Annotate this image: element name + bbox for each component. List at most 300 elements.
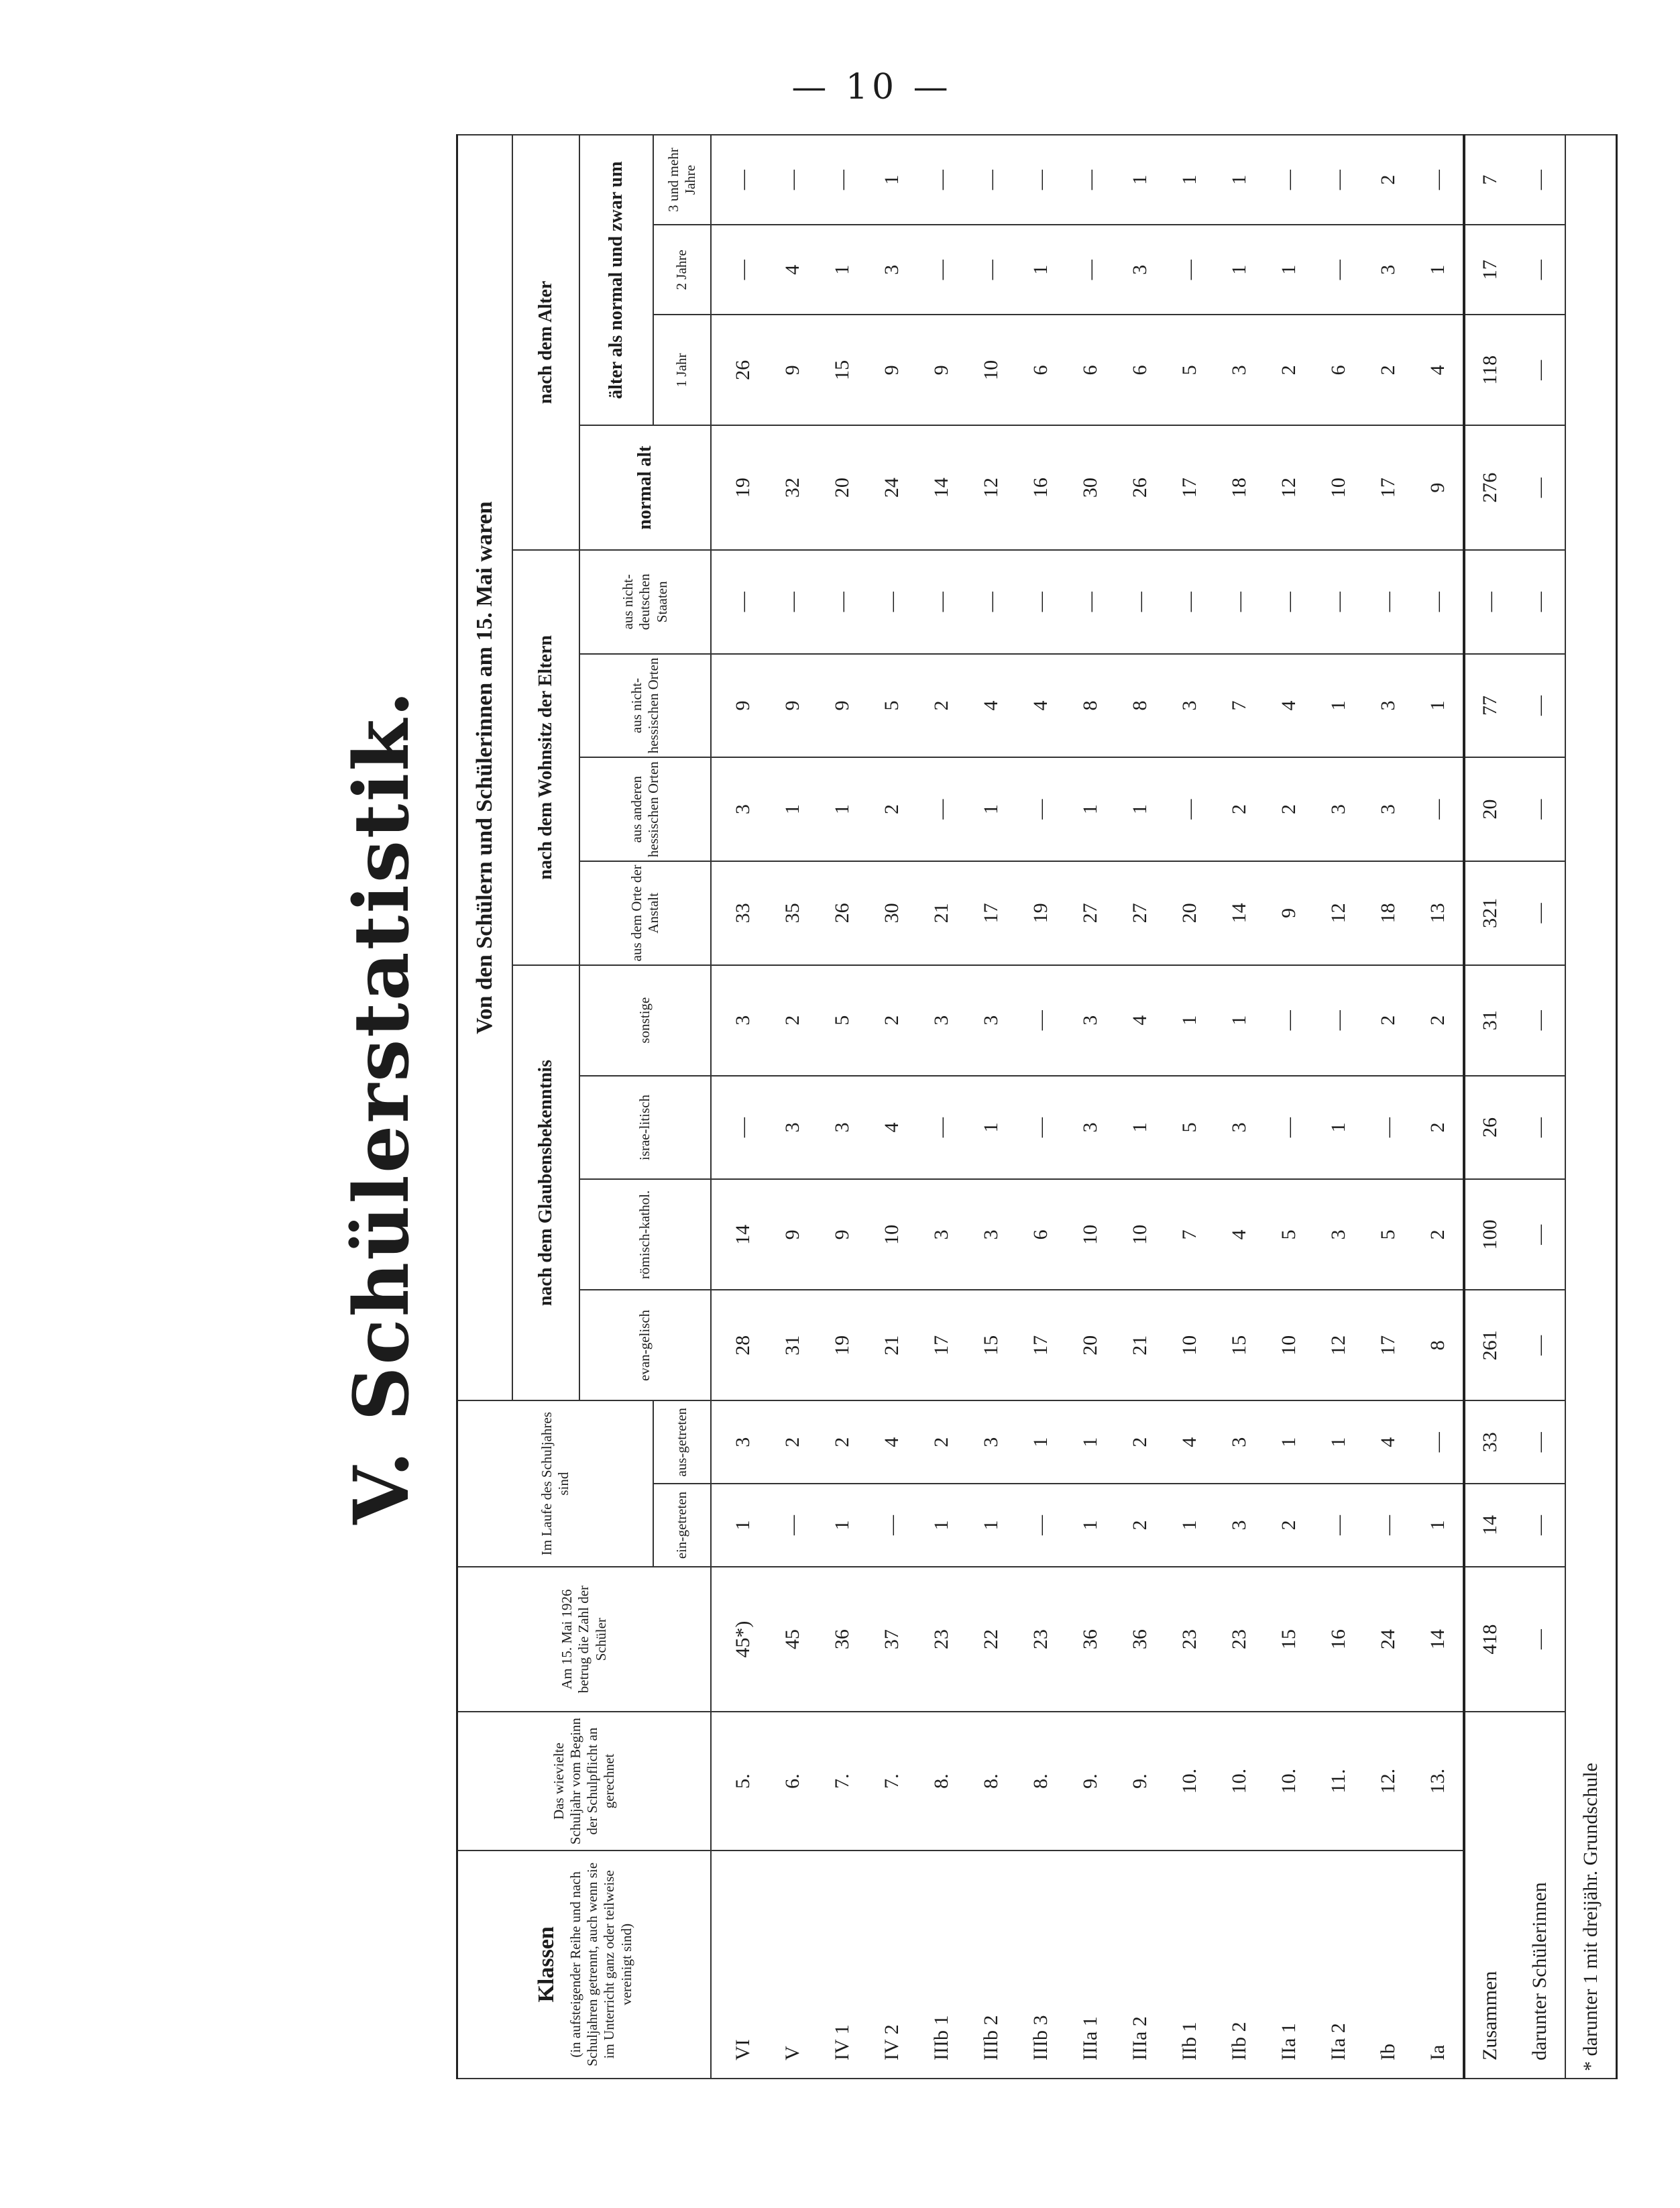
cell-aus: 1 (1264, 1400, 1314, 1484)
cell-aus: 4 (1165, 1400, 1215, 1484)
cell-kath: 3 (966, 1179, 1016, 1290)
cell-normal: 30 (1066, 425, 1115, 550)
cell-j2: 1 (1215, 225, 1264, 315)
cell-kath: 5 (1363, 1179, 1413, 1290)
cell-ort: 35 (768, 861, 818, 965)
cell-ort: 13 (1413, 861, 1464, 965)
cell-anzahl: 36 (1115, 1567, 1165, 1712)
cell-hess: 1 (768, 757, 818, 861)
cell-j2: 1 (818, 225, 867, 315)
cell-isr: 3 (768, 1076, 818, 1180)
cell-aus: 3 (966, 1400, 1016, 1484)
cell-ndt: — (867, 550, 917, 654)
cell-nhess: 8 (1066, 654, 1115, 758)
schuljahr-header: Das wievielte Schuljahr vom Beginn der Schulpflicht an gerechnet (457, 1712, 712, 1850)
cell-normal: 19 (711, 425, 768, 550)
cell-aus: 4 (1363, 1400, 1413, 1484)
summary-normal: 276 (1464, 425, 1515, 550)
cell-normal: 18 (1215, 425, 1264, 550)
cell-sj: 8. (966, 1712, 1016, 1850)
rotated-table-area (322, 134, 1602, 2079)
cell-anzahl: 45 (768, 1567, 818, 1712)
cell-kath: 2 (1413, 1179, 1464, 1290)
cell-klasse: Ib (1363, 1851, 1413, 2079)
cell-j2: 4 (768, 225, 818, 315)
cell-kath: 10 (1115, 1179, 1165, 1290)
cell-sj: 7. (818, 1712, 867, 1850)
cell-ort: 18 (1363, 861, 1413, 965)
cell-ort: 17 (966, 861, 1016, 965)
cell-normal: 17 (1363, 425, 1413, 550)
table-row (711, 135, 768, 2079)
cell-ndt: — (1115, 550, 1165, 654)
cell-ev: 19 (818, 1290, 867, 1400)
cell-normal: 14 (917, 425, 966, 550)
nicht-hessisch-header: aus nicht-hessischen Orten (579, 654, 711, 758)
darunter-ein: — (1515, 1484, 1565, 1567)
cell-nhess: 9 (768, 654, 818, 758)
cell-ein: 2 (1264, 1484, 1314, 1567)
cell-hess: 3 (711, 757, 768, 861)
cell-anzahl: 23 (1215, 1567, 1264, 1712)
cell-j3: — (1264, 135, 1314, 225)
cell-nhess: 4 (1264, 654, 1314, 758)
cell-ev: 21 (867, 1290, 917, 1400)
darunter-j2: — (1515, 225, 1565, 315)
cell-aus: 2 (768, 1400, 818, 1484)
cell-kath: 7 (1165, 1179, 1215, 1290)
cell-ein: — (768, 1484, 818, 1567)
cell-klasse: IV 2 (867, 1851, 917, 2079)
cell-klasse: IIIa 2 (1115, 1851, 1165, 2079)
cell-klasse: IIIa 1 (1066, 1851, 1115, 2079)
cell-sonst: 2 (1363, 965, 1413, 1076)
cell-isr: — (1363, 1076, 1413, 1180)
darunter-kath: — (1515, 1179, 1565, 1290)
cell-ev: 15 (966, 1290, 1016, 1400)
cell-ein: 1 (966, 1484, 1016, 1567)
cell-klasse: IIa 2 (1314, 1851, 1363, 2079)
cell-ev: 12 (1314, 1290, 1363, 1400)
cell-normal: 10 (1314, 425, 1363, 550)
cell-ort: 27 (1115, 861, 1165, 965)
cell-sonst: — (1264, 965, 1314, 1076)
cell-ev: 31 (768, 1290, 818, 1400)
cell-klasse: Ia (1413, 1851, 1464, 2079)
cell-j1: 9 (768, 315, 818, 425)
darunter-j1: — (1515, 315, 1565, 425)
darunter-row (1515, 135, 1565, 2079)
cell-sonst: 3 (966, 965, 1016, 1076)
cell-j2: 1 (1413, 225, 1464, 315)
cell-hess: 2 (1215, 757, 1264, 861)
cell-ndt: — (1314, 550, 1363, 654)
katholisch-header: römisch-kathol. (579, 1179, 711, 1290)
cell-ort: 20 (1165, 861, 1215, 965)
cell-aus: 4 (867, 1400, 917, 1484)
cell-j2: 1 (1264, 225, 1314, 315)
cell-nhess: 5 (867, 654, 917, 758)
cell-hess: — (917, 757, 966, 861)
table-row (966, 135, 1016, 2079)
von-den-header: Von den Schülern und Schülerinnen am 15. Mai waren (457, 135, 513, 1400)
table-row (768, 135, 818, 2079)
cell-normal: 20 (818, 425, 867, 550)
cell-ev: 20 (1066, 1290, 1115, 1400)
cell-anzahl: 36 (1066, 1567, 1115, 1712)
cell-aus: 3 (1215, 1400, 1264, 1484)
cell-ein: — (867, 1484, 917, 1567)
darunter-anzahl: — (1515, 1567, 1565, 1712)
cell-j1: 5 (1165, 315, 1215, 425)
cell-sj: 8. (1016, 1712, 1066, 1850)
cell-ev: 10 (1264, 1290, 1314, 1400)
aelter-header: älter als normal und zwar um (579, 135, 653, 425)
cell-anzahl: 16 (1314, 1567, 1363, 1712)
klassen-title: Klassen (534, 1926, 559, 2003)
cell-isr: 1 (966, 1076, 1016, 1180)
cell-j2: — (1165, 225, 1215, 315)
cell-nhess: 4 (1016, 654, 1066, 758)
cell-j3: — (1314, 135, 1363, 225)
cell-sonst: 3 (711, 965, 768, 1076)
cell-j2: — (711, 225, 768, 315)
cell-ev: 17 (1363, 1290, 1413, 1400)
cell-ndt: — (1363, 550, 1413, 654)
page-number: — 10 — (791, 67, 952, 107)
klassen-header (457, 1851, 712, 2079)
cell-ndt: — (1066, 550, 1115, 654)
cell-ein: 2 (1115, 1484, 1165, 1567)
cell-aus: 2 (1115, 1400, 1165, 1484)
cell-j3: 1 (867, 135, 917, 225)
cell-kath: 3 (1314, 1179, 1363, 1290)
cell-j3: — (917, 135, 966, 225)
cell-hess: 1 (966, 757, 1016, 861)
cell-hess: 3 (1363, 757, 1413, 861)
cell-ort: 21 (917, 861, 966, 965)
cell-hess: 1 (818, 757, 867, 861)
cell-ndt: — (768, 550, 818, 654)
cell-ndt: — (711, 550, 768, 654)
table-row (1016, 135, 1066, 2079)
cell-j1: 2 (1264, 315, 1314, 425)
cell-j3: — (768, 135, 818, 225)
summary-anzahl: 418 (1464, 1567, 1515, 1712)
summary-label: Zusammen (1464, 1712, 1515, 2079)
cell-nhess: 9 (818, 654, 867, 758)
darunter-ev: — (1515, 1290, 1565, 1400)
cell-ev: 17 (1016, 1290, 1066, 1400)
darunter-isr: — (1515, 1076, 1565, 1180)
cell-ein: 1 (1066, 1484, 1115, 1567)
cell-ort: 27 (1066, 861, 1115, 965)
cell-kath: 6 (1016, 1179, 1066, 1290)
cell-aus: — (1413, 1400, 1464, 1484)
cell-hess: 1 (1115, 757, 1165, 861)
cell-j1: 3 (1215, 315, 1264, 425)
cell-j2: — (966, 225, 1016, 315)
cell-sj: 8. (917, 1712, 966, 1850)
cell-j1: 6 (1016, 315, 1066, 425)
cell-hess: 1 (1066, 757, 1115, 861)
table-row (1215, 135, 1264, 2079)
cell-kath: 4 (1215, 1179, 1264, 1290)
cell-klasse: IIIb 3 (1016, 1851, 1066, 2079)
table-row (1264, 135, 1314, 2079)
summary-hess: 20 (1464, 757, 1515, 861)
cell-normal: 26 (1115, 425, 1165, 550)
cell-ein: 1 (818, 1484, 867, 1567)
cell-sj: 11. (1314, 1712, 1363, 1850)
cell-sj: 10. (1215, 1712, 1264, 1850)
cell-j1: 9 (917, 315, 966, 425)
cell-isr: 1 (1314, 1076, 1363, 1180)
cell-j1: 6 (1115, 315, 1165, 425)
cell-hess: — (1165, 757, 1215, 861)
cell-nhess: 8 (1115, 654, 1165, 758)
table-row (1413, 135, 1464, 2079)
cell-ev: 8 (1413, 1290, 1464, 1400)
cell-ein: — (1363, 1484, 1413, 1567)
footnote-row (1565, 135, 1617, 2079)
cell-sonst: 2 (1413, 965, 1464, 1076)
cell-isr: 4 (867, 1076, 917, 1180)
page-title: V. Schülerstatistik. (338, 689, 426, 1525)
table-row (818, 135, 867, 2079)
cell-nhess: 9 (711, 654, 768, 758)
darunter-hess: — (1515, 757, 1565, 861)
cell-klasse: IV 1 (818, 1851, 867, 2079)
cell-nhess: 3 (1165, 654, 1215, 758)
summary-kath: 100 (1464, 1179, 1515, 1290)
cell-kath: 9 (818, 1179, 867, 1290)
cell-aus: 3 (711, 1400, 768, 1484)
cell-ndt: — (1413, 550, 1464, 654)
cell-nhess: 3 (1363, 654, 1413, 758)
cell-j1: 2 (1363, 315, 1413, 425)
summary-aus: 33 (1464, 1400, 1515, 1484)
cell-anzahl: 45*) (711, 1567, 768, 1712)
cell-sonst: — (1016, 965, 1066, 1076)
cell-sj: 9. (1115, 1712, 1165, 1850)
klassen-note: (in aufsteigender Reihe und nach Schuljahren getrennt, auch wenn sie im Unterricht ganz oder teilweise vereinigt sind) (567, 1862, 634, 2066)
table-row (917, 135, 966, 2079)
cell-normal: 24 (867, 425, 917, 550)
cell-j1: 10 (966, 315, 1016, 425)
summary-row (1464, 135, 1515, 2079)
cell-nhess: 4 (966, 654, 1016, 758)
summary-j2: 17 (1464, 225, 1515, 315)
sonstige-header: sonstige (579, 965, 711, 1076)
cell-ndt: — (917, 550, 966, 654)
cell-isr: — (1016, 1076, 1066, 1180)
jahr2-header: 2 Jahre (653, 225, 711, 315)
cell-sonst: 3 (1066, 965, 1115, 1076)
cell-isr: 5 (1165, 1076, 1215, 1180)
cell-kath: 9 (768, 1179, 818, 1290)
table-row (1314, 135, 1363, 2079)
cell-isr: 3 (1215, 1076, 1264, 1180)
jahr3-header: 3 und mehr Jahre (653, 135, 711, 225)
cell-nhess: 2 (917, 654, 966, 758)
cell-ort: 12 (1314, 861, 1363, 965)
cell-klasse: IIIb 2 (966, 1851, 1016, 2079)
cell-anzahl: 22 (966, 1567, 1016, 1712)
cell-j1: 26 (711, 315, 768, 425)
cell-sonst: — (1314, 965, 1363, 1076)
summary-ein: 14 (1464, 1484, 1515, 1567)
cell-ort: 26 (818, 861, 867, 965)
cell-nhess: 1 (1413, 654, 1464, 758)
cell-normal: 17 (1165, 425, 1215, 550)
cell-sj: 12. (1363, 1712, 1413, 1850)
cell-ev: 17 (917, 1290, 966, 1400)
cell-ein: — (1016, 1484, 1066, 1567)
israelitisch-header: israe-litisch (579, 1076, 711, 1180)
cell-j1: 4 (1413, 315, 1464, 425)
cell-ein: 1 (1165, 1484, 1215, 1567)
cell-j2: 3 (1115, 225, 1165, 315)
cell-nhess: 1 (1314, 654, 1363, 758)
table-row (1066, 135, 1115, 2079)
cell-ort: 30 (867, 861, 917, 965)
cell-kath: 14 (711, 1179, 768, 1290)
cell-ndt: — (1016, 550, 1066, 654)
summary-ev: 261 (1464, 1290, 1515, 1400)
cell-hess: — (1413, 757, 1464, 861)
cell-j2: 3 (1363, 225, 1413, 315)
hessisch-header: aus anderen hessischen Orten (579, 757, 711, 861)
darunter-j3: — (1515, 135, 1565, 225)
summary-nhess: 77 (1464, 654, 1515, 758)
cell-ein: 1 (1413, 1484, 1464, 1567)
summary-sonst: 31 (1464, 965, 1515, 1076)
table-row (867, 135, 917, 2079)
cell-sonst: 2 (867, 965, 917, 1076)
cell-kath: 5 (1264, 1179, 1314, 1290)
cell-j1: 6 (1066, 315, 1115, 425)
cell-kath: 3 (917, 1179, 966, 1290)
cell-anzahl: 36 (818, 1567, 867, 1712)
schuelerstatistik-table (456, 134, 1618, 2079)
jahr1-header: 1 Jahr (653, 315, 711, 425)
cell-j1: 9 (867, 315, 917, 425)
summary-ort: 321 (1464, 861, 1515, 965)
nicht-deutsch-header: aus nicht-deutschen Staaten (579, 550, 711, 654)
cell-klasse: VI (711, 1851, 768, 2079)
cell-j3: — (818, 135, 867, 225)
summary-j3: 7 (1464, 135, 1515, 225)
cell-ev: 10 (1165, 1290, 1215, 1400)
cell-ein: 1 (917, 1484, 966, 1567)
cell-klasse: IIb 2 (1215, 1851, 1264, 2079)
cell-sj: 6. (768, 1712, 818, 1850)
cell-j2: 3 (867, 225, 917, 315)
summary-j1: 118 (1464, 315, 1515, 425)
cell-ev: 28 (711, 1290, 768, 1400)
cell-anzahl: 24 (1363, 1567, 1413, 1712)
cell-klasse: V (768, 1851, 818, 2079)
cell-j2: 1 (1016, 225, 1066, 315)
cell-sj: 10. (1165, 1712, 1215, 1850)
cell-sonst: 5 (818, 965, 867, 1076)
cell-j3: 1 (1165, 135, 1215, 225)
cell-j3: 1 (1215, 135, 1264, 225)
summary-ndt: — (1464, 550, 1515, 654)
cell-j3: 2 (1363, 135, 1413, 225)
cell-j3: — (1016, 135, 1066, 225)
cell-aus: 1 (1066, 1400, 1115, 1484)
cell-j3: — (966, 135, 1016, 225)
darunter-ort: — (1515, 861, 1565, 965)
glauben-header: nach dem Glaubensbekenntnis (512, 965, 579, 1401)
cell-hess: 2 (1264, 757, 1314, 861)
cell-j3: — (711, 135, 768, 225)
cell-ndt: — (818, 550, 867, 654)
cell-ndt: — (1165, 550, 1215, 654)
cell-kath: 10 (867, 1179, 917, 1290)
cell-aus: 1 (1016, 1400, 1066, 1484)
table-body (711, 135, 1464, 2079)
table-row (1115, 135, 1165, 2079)
cell-ort: 33 (711, 861, 768, 965)
cell-anzahl: 37 (867, 1567, 917, 1712)
cell-ev: 15 (1215, 1290, 1264, 1400)
cell-anzahl: 23 (917, 1567, 966, 1712)
cell-ndt: — (1264, 550, 1314, 654)
cell-normal: 12 (966, 425, 1016, 550)
cell-aus: 2 (917, 1400, 966, 1484)
cell-sj: 5. (711, 1712, 768, 1850)
cell-anzahl: 23 (1165, 1567, 1215, 1712)
cell-ein: 1 (711, 1484, 768, 1567)
table-row (1165, 135, 1215, 2079)
darunter-sonst: — (1515, 965, 1565, 1076)
cell-normal: 9 (1413, 425, 1464, 550)
cell-anzahl: 15 (1264, 1567, 1314, 1712)
cell-sonst: 2 (768, 965, 818, 1076)
cell-kath: 10 (1066, 1179, 1115, 1290)
table-summary (1464, 135, 1617, 2079)
cell-j2: — (917, 225, 966, 315)
cell-aus: 1 (1314, 1400, 1363, 1484)
cell-ein: — (1314, 1484, 1363, 1567)
cell-isr: — (1264, 1076, 1314, 1180)
im-laufe-header: Im Laufe des Schuljahres sind (457, 1400, 654, 1567)
cell-isr: 2 (1413, 1076, 1464, 1180)
cell-normal: 12 (1264, 425, 1314, 550)
cell-isr: — (711, 1076, 768, 1180)
cell-sonst: 1 (1215, 965, 1264, 1076)
cell-normal: 16 (1016, 425, 1066, 550)
cell-j2: — (1066, 225, 1115, 315)
cell-anzahl: 14 (1413, 1567, 1464, 1712)
cell-klasse: IIa 1 (1264, 1851, 1314, 2079)
summary-isr: 26 (1464, 1076, 1515, 1180)
cell-j1: 15 (818, 315, 867, 425)
evangelisch-header: evan-gelisch (579, 1290, 711, 1400)
cell-sonst: 3 (917, 965, 966, 1076)
cell-hess: — (1016, 757, 1066, 861)
cell-j1: 6 (1314, 315, 1363, 425)
darunter-normal: — (1515, 425, 1565, 550)
cell-ort: 9 (1264, 861, 1314, 965)
cell-ein: 3 (1215, 1484, 1264, 1567)
cell-ort: 19 (1016, 861, 1066, 965)
anzahl-header: Am 15. Mai 1926 betrug die Zahl der Schüler (457, 1567, 712, 1712)
cell-isr: 1 (1115, 1076, 1165, 1180)
